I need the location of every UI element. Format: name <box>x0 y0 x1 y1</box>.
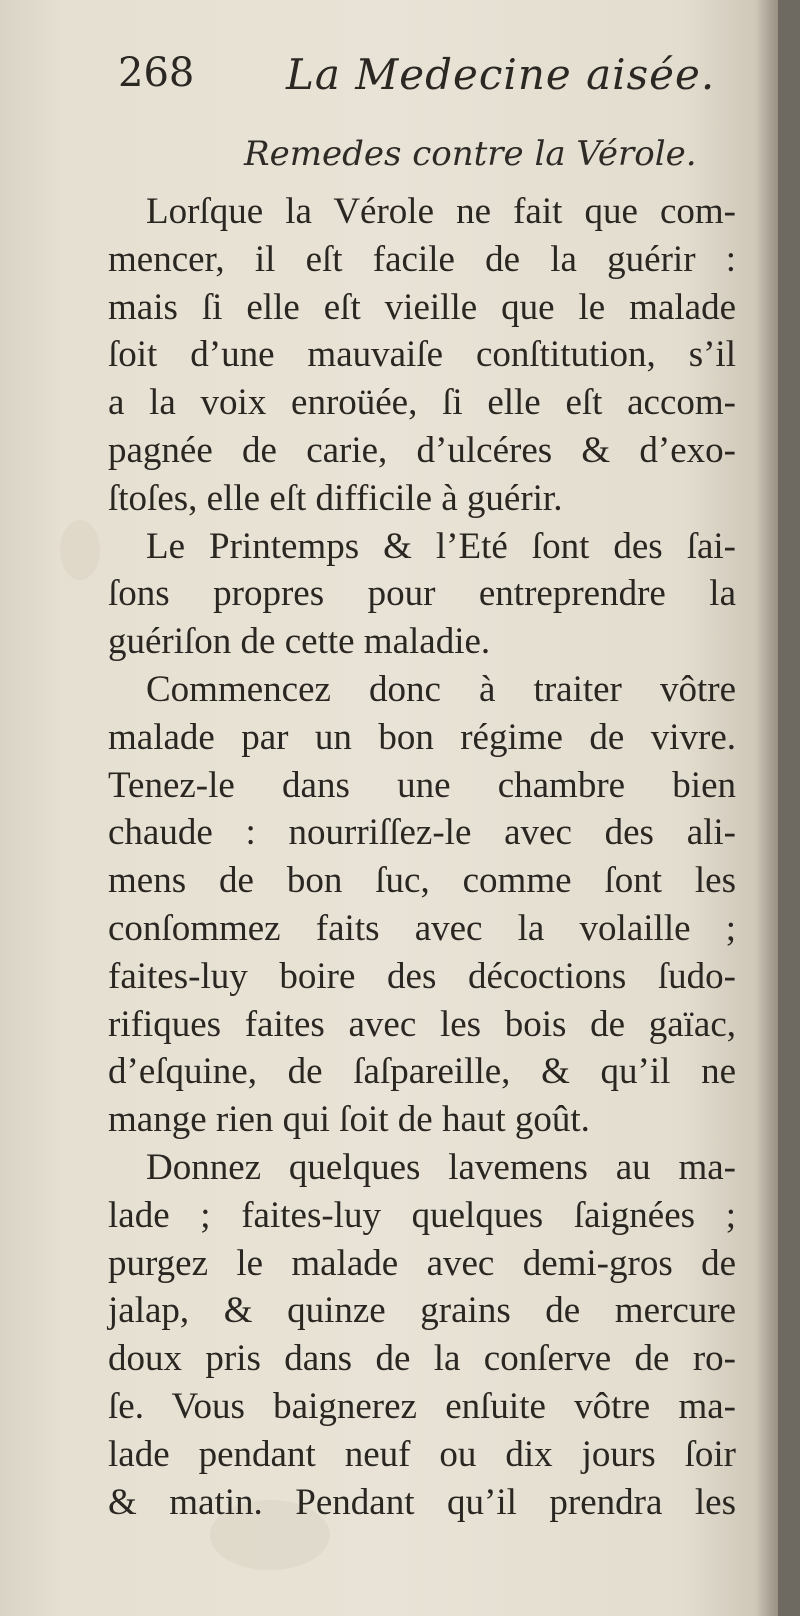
text-line: ſoit d’une mauvaiſe conſtitution, s’il <box>108 334 736 376</box>
text-line: ſe. Vous baignerez enſuite vôtre ma- <box>108 1385 736 1427</box>
text-line: Commencez donc à traiter vôtre <box>146 668 736 710</box>
text-line: d’eſquine, de ſaſpareille, & qu’il ne <box>108 1051 736 1093</box>
running-head: La Medecine aisée. <box>286 50 716 99</box>
page-number: 268 <box>118 50 195 96</box>
text-line: purgez le malade avec demi-gros de <box>108 1242 736 1284</box>
text-line: lade pendant neuf ou dix jours ſoir <box>108 1433 736 1475</box>
text-line: mencer, il eſt facile de la guérir : <box>108 238 736 280</box>
text-line: conſommez faits avec la volaille ; <box>108 907 736 949</box>
text-line: mange rien qui ſoit de haut goût. <box>108 1099 590 1141</box>
text-line: pagnée de carie, d’ulcéres & d’exo- <box>108 429 736 471</box>
page-edge-shadow <box>756 0 778 1616</box>
text-line: Donnez quelques lavemens au ma- <box>146 1146 736 1188</box>
text-line: doux pris dans de la conſerve de ro- <box>108 1338 736 1380</box>
text-line: Lorſque la Vérole ne fait que com- <box>146 191 736 232</box>
text-line: faites-luy boire des décoctions ſudo- <box>108 955 736 997</box>
text-line: ſtoſes, elle eſt difficile à guérir. <box>108 477 563 519</box>
text-line: ſons propres pour entreprendre la <box>108 573 736 615</box>
section-title: Remedes contre la Vérole. <box>244 134 697 174</box>
text-line: mens de bon ſuc, comme ſont les <box>108 860 736 902</box>
text-line: jalap, & quinze grains de mercure <box>108 1290 736 1332</box>
text-line: rifiques faites avec les bois de gaïac, <box>108 1003 736 1045</box>
page-header <box>118 46 718 106</box>
text-line: Tenez-le dans une chambre bien <box>108 764 736 806</box>
text-line: & matin. Pendant qu’il prendra les <box>108 1481 736 1523</box>
paper-stain <box>60 520 100 580</box>
text-line: chaude : nourriſſez-le avec des ali- <box>108 812 736 854</box>
text-line: mais ſi elle eſt vieille que le malade <box>108 286 736 328</box>
body-text <box>108 188 736 1526</box>
text-line: malade par un bon régime de vivre. <box>108 716 736 758</box>
text-line: Le Printemps & l’Eté ſont des ſai- <box>146 525 736 567</box>
text-line: lade ; faites-luy quelques ſaignées ; <box>108 1194 736 1236</box>
text-line: a la voix enroüée, ſi elle eſt accom- <box>108 382 736 424</box>
text-line: guériſon de cette maladie. <box>108 621 491 663</box>
